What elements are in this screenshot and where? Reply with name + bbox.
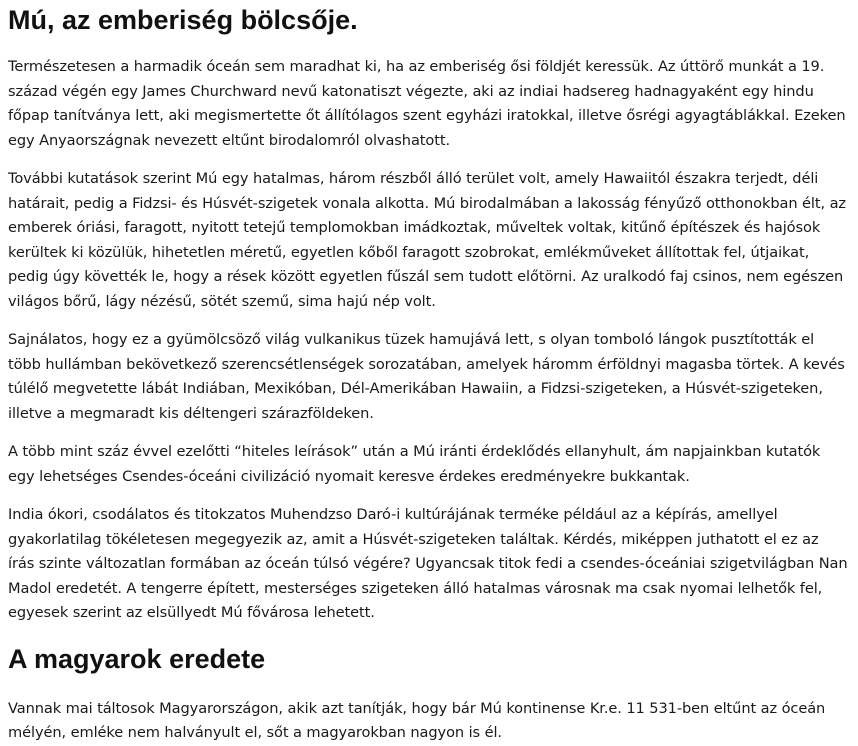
- heading-magyarok: A magyarok eredete: [8, 643, 266, 674]
- paragraph-research: További kutatások szerint Mú egy hatalmas, három részből álló terület volt, amely Hawaiitól északra terjedt, déli határait, pedig a Fidzsi- és Húsvét-szigetek vonala alkotta. Mú birodalmában a lakosság fényűző otthonokban élt, az emberek óriási, faragott, nyitott tetejű templomokban imádkoztak, műveltek voltak, kitűnő építészek és hajósok kerültek ki közülük, hihetetlen méretű, egyetlen kőből faragott szobrokat, emlékműveket állítottak fel, útjaikat, pedig úgy követték le, hogy a rések között egyetlen fűszál sem tudott előtörni. Az uralkodó faj csinos, nem egészen világos bőrű, lágy nézésű, sötét szemű, sima hajú nép volt.: [8, 170, 846, 310]
- paragraph-destruction: Sajnálatos, hogy ez a gyümölcsöző világ vulkanikus tüzek hamujává lett, s olyan tomboló lángok pusztították el több hullámban bekövetkező szerencsétlenségek sorozatában, amelyek háromm érföldnyi magasba törtek. A kevés túlélő megvetette lábát Indiában, Mexikóban, Dél-Amerikában Hawaiin, a Fidzsi-szigeteken, a Húsvét-szigeteken, illetve a megmaradt kis déltengeri szárazföldeken.: [8, 331, 845, 422]
- article: [8, 0, 848, 746]
- heading-mu: Mú, az emberiség bölcsője.: [8, 5, 358, 35]
- paragraph-india: India ókori, csodálatos és titokzatos Muhendzso Daró-i kultúrájának terméke például az a képírás, amellyel gyakorlatilag tökéletesen megegyezik az, amit a Húsvét-szigeteken találtak. Kérdés, miképpen juthatott el ez az írás szinte változatlan formában az óceán túlsó végére? Ugyancsak titok fedi a csendes-óceániai szigetvilágban Nan Madol eredetét. A tengerre épített, mesterséges szigeteken álló hatalmas városnak ma csak nyomai lelhetők fel, egyesek szerint az elsüllyedt Mú fővárosa lehetett.: [8, 506, 848, 621]
- paragraph-intro: Természetesen a harmadik óceán sem maradhat ki, ha az emberiség ősi földjét keressük. Az úttörő munkát a 19. század végén egy James Churchward nevű katonatiszt végezte, aki az indiai hadsereg hadnagyaként egy hindu főpap tanítványa lett, aki megismertette őt állítólagos szent egyházi iratokkal, illetve ősrégi agyagtáblákkal. Ezeken egy Anyaországnak nevezett eltűnt birodalomról olvashatott.: [8, 58, 846, 149]
- paragraph-taltosok: Vannak mai táltosok Magyarországon, akik azt tanítják, hogy bár Mú kontinense Kr.e. 11 531-ben eltűnt az óceán mélyén, emléke nem halványult el, sőt a magyarokban nagyon is él.: [8, 699, 826, 741]
- paragraph-interest: A több mint száz évvel ezelőtti “hiteles leírások” után a Mú iránti érdeklődés ellanyhult, ám napjainkban kutatók egy lehetséges Csendes-óceáni civilizáció nyomait keresve érdekes eredményekre bukkantak.: [8, 443, 821, 485]
